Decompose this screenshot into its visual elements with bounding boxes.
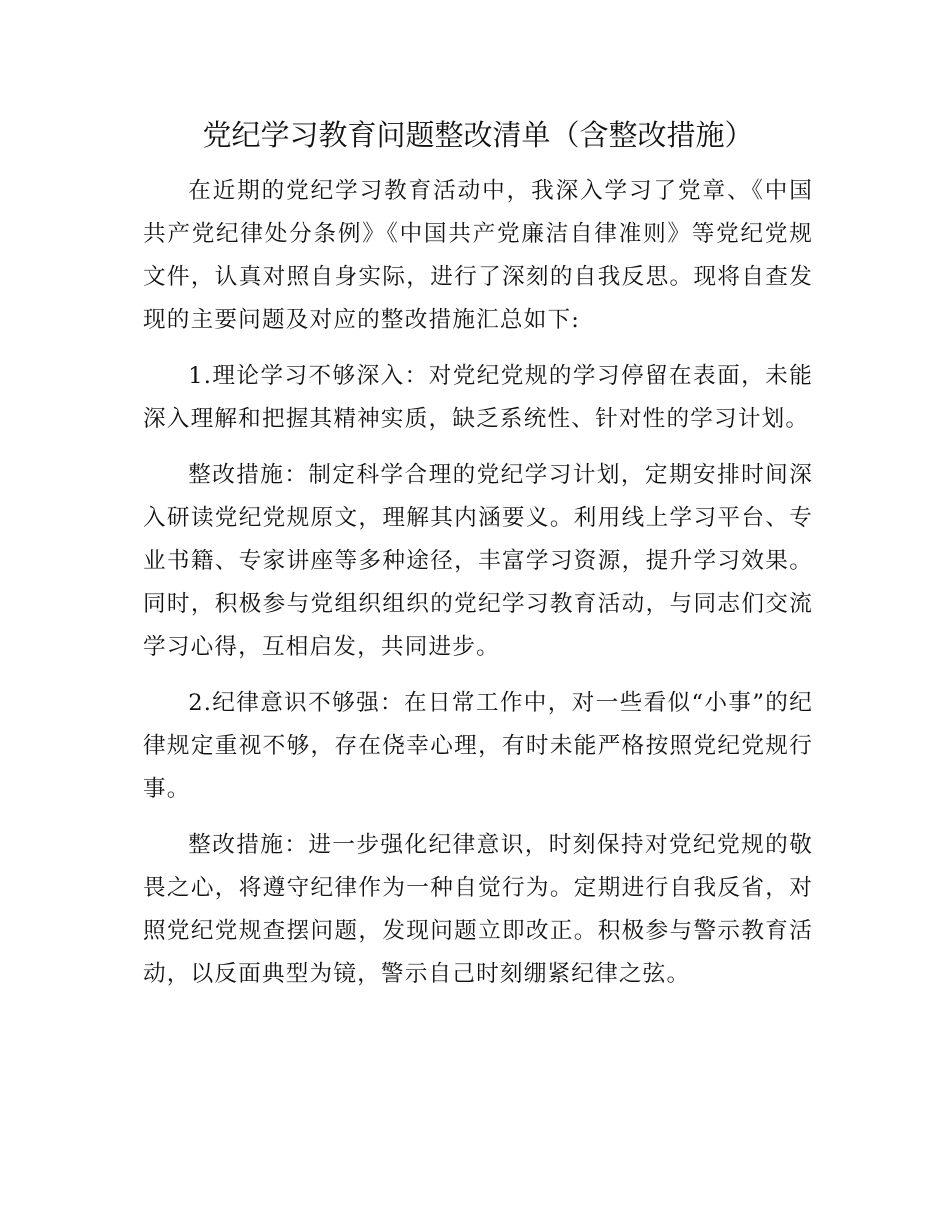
document-title: 党纪学习教育问题整改清单（含整改措施） [202,118,754,152]
intro-paragraph: 在近期的党纪学习教育活动中，我深入学习了党章、《中国共产党纪律处分条例》《中国共产党廉洁自律准则》等党纪党规文件，认真对照自身实际，进行了深刻的自我反思。现将自查发现的主要问题及对应的整改措施汇总如下: [143,178,813,333]
issue-2-measures-paragraph: 整改措施：进一步强化纪律意识，时刻保持对党纪党规的敬畏之心，将遵守纪律作为一种自觉行为。定期进行自我反省，对照党纪党规查摆问题，发现问题立即改正。积极参与警示教育活动，以反面典型为镜，警示自己时刻绷紧纪律之弦。 [143,832,813,987]
document-body [143,170,813,1009]
issue-1-paragraph: 1.理论学习不够深入：对党纪党规的学习停留在表面，未能深入理解和把握其精神实质，缺乏系统性、针对性的学习计划。 [143,363,813,432]
issue-1-measures-paragraph: 整改措施：制定科学合理的党纪学习计划，定期安排时间深入研读党纪党规原文，理解其内涵要义。利用线上学习平台、专业书籍、专家讲座等多种途径，丰富学习资源，提升学习效果。同时，积极参与党组织组织的党纪学习教育活动，与同志们交流学习心得，互相启发，共同进步。 [143,462,813,660]
issue-2-paragraph: 2.纪律意识不够强：在日常工作中，对一些看似“小事”的纪律规定重视不够，存在侥幸心理，有时未能严格按照党纪党规行事。 [143,690,813,802]
